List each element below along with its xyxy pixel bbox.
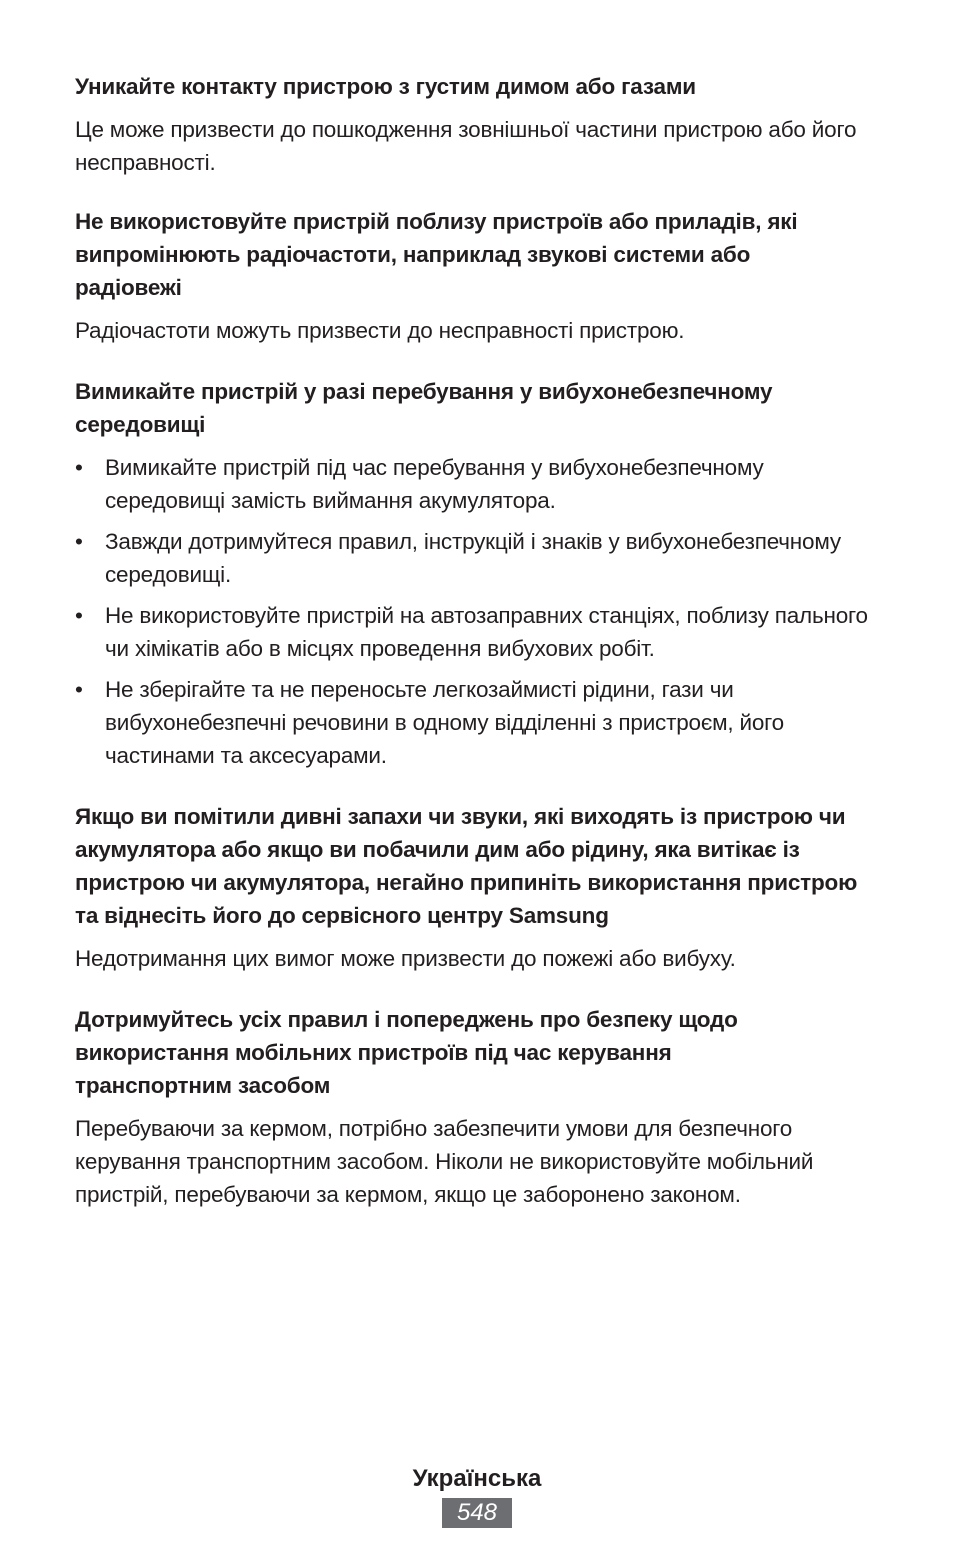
section-smell-sound (75, 800, 875, 975)
section-radio-frequency (75, 205, 875, 347)
section-explosive-environment (75, 375, 875, 772)
section-heading: Уникайте контакту пристрою з густим димом або газами (75, 74, 696, 99)
section-body: Недотримання цих вимог може призвести до пожежі або вибуху. (75, 946, 736, 971)
bullet-list (75, 451, 875, 772)
list-item-text: Не використовуйте пристрій на автозаправних станціях, поблизу пального чи хімікатів або в місцях проведення вибухових робіт. (105, 603, 868, 661)
list-item-text: Вимикайте пристрій під час перебування у вибухонебезпечному середовищі замість виймання акумулятора. (105, 455, 764, 513)
document-page (75, 70, 875, 1239)
list-item-text: Не зберігайте та не переносьте легкозаймисті рідини, гази чи вибухонебезпечні речовини в одному відділенні з пристроєм, його частинами та аксесуарами. (105, 677, 785, 768)
bullet-icon: • (75, 529, 83, 554)
bullet-icon: • (75, 677, 83, 702)
section-heading: Не використовуйте пристрій поблизу пристроїв або приладів, які випромінюють радіочастоти, наприклад звукові системи або радіовежі (75, 209, 798, 300)
page-number-badge: 548 (442, 1498, 512, 1528)
footer-language: Українська (412, 1465, 542, 1492)
section-heading: Дотримуйтесь усіх правил і попереджень про безпеку щодо використання мобільних пристроїв під час керування транспортним засобом (75, 1007, 738, 1098)
bullet-icon: • (75, 455, 83, 480)
list-item (75, 599, 875, 665)
section-body: Радіочастоти можуть призвести до несправності пристрою. (75, 318, 685, 343)
section-heading: Якщо ви помітили дивні запахи чи звуки, які виходять із пристрою чи акумулятора або якщо ви побачили дим або рідину, яка витікає із пристрою чи акумулятора, негайно припиніть використання пристрою та віднесіть його до сервісного центру Samsung (75, 804, 858, 928)
list-item (75, 673, 875, 772)
section-heading: Вимикайте пристрій у разі перебування у вибухонебезпечному середовищі (75, 379, 773, 437)
section-smoke-gas (75, 70, 875, 179)
list-item-text: Завжди дотримуйтеся правил, інструкцій і знаків у вибухонебезпечному середовищі. (105, 529, 841, 587)
list-item (75, 525, 875, 591)
section-body: Це може призвести до пошкодження зовнішньої частини пристрою або його несправності. (75, 117, 857, 175)
bullet-icon: • (75, 603, 83, 628)
section-body: Перебуваючи за кермом, потрібно забезпечити умови для безпечного керування транспортним засобом. Ніколи не використовуйте мобільний пристрій, перебуваючи за кермом, якщо це заборонено законом. (75, 1116, 814, 1207)
page-footer (0, 1462, 954, 1528)
list-item (75, 451, 875, 517)
section-driving (75, 1003, 875, 1211)
